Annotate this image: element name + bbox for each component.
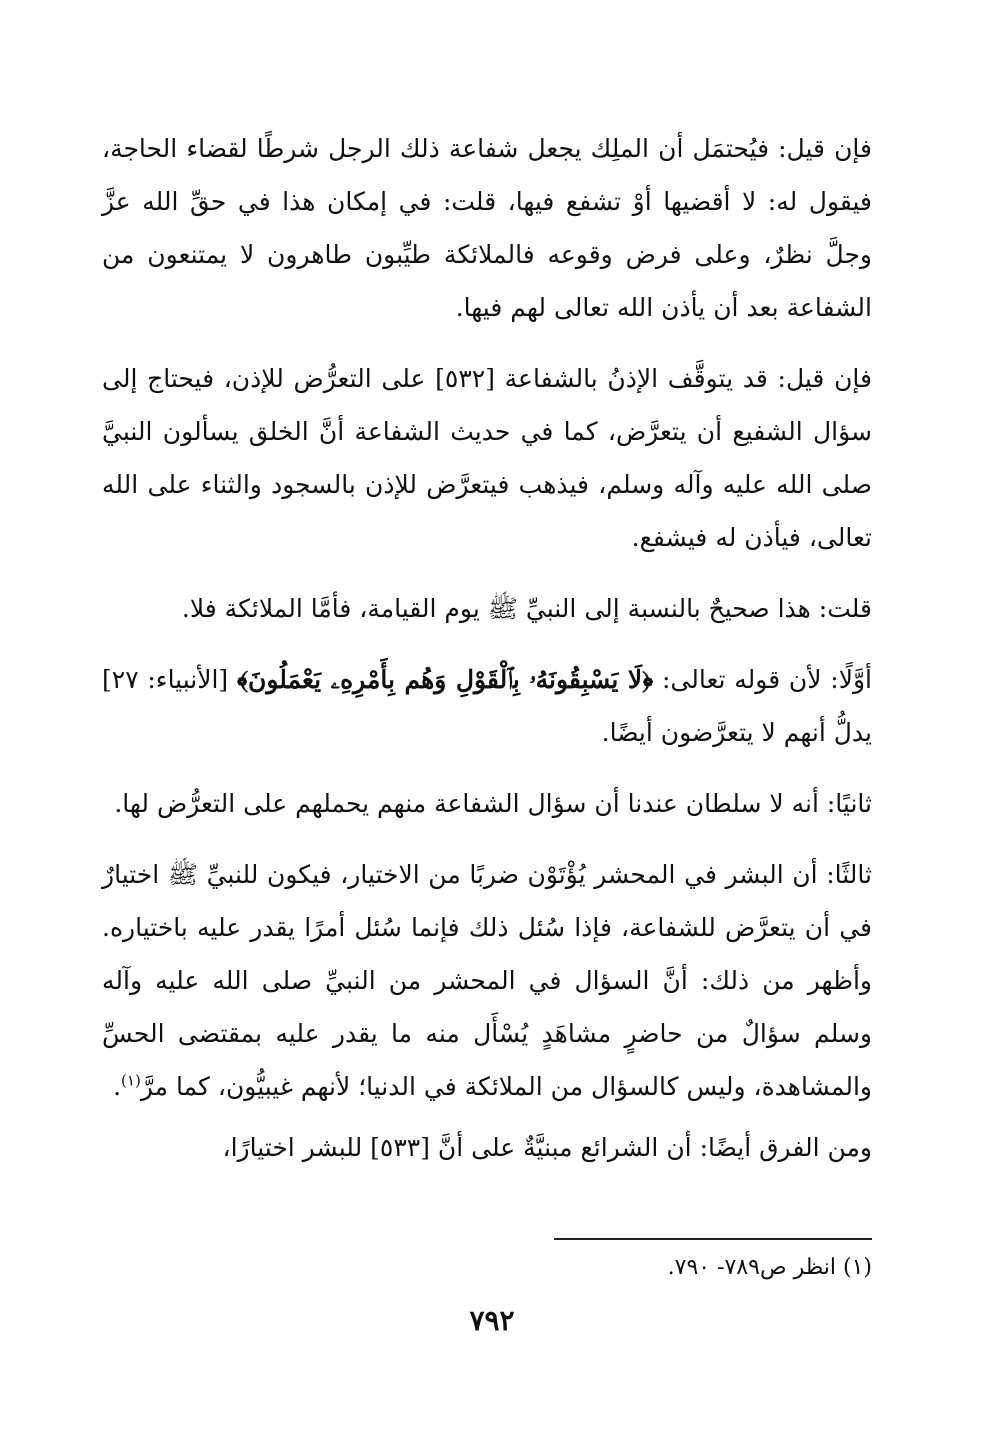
footnote-text: (١) انظر ص٧٨٩- ٧٩٠. <box>667 1255 872 1280</box>
paragraph-third-point <box>102 848 872 1113</box>
footnote-divider <box>554 1238 872 1240</box>
paragraph-second-point: ثانيًا: أنه لا سلطان عندنا أن سؤال الشفاعة منهم يحملهم على التعرُّض لها. <box>114 789 872 818</box>
paragraph-first-point <box>102 653 872 759</box>
quran-verse: ﴿لَا يَسْبِقُونَهُۥ بِٱلْقَوْلِ وَهُم بِأَمْرِهِۦ يَعْمَلُونَ﴾ <box>236 665 654 694</box>
third-point-text: ثالثًا: أن البشر في المحشر يُؤْتَوْن ضربًا من الاختيار، فيكون للنبيِّ ﷺ اختيارٌ في أن يتعرَّض للشفاعة، فإذا سُئل ذلك فإنما سُئل أمرًا يقدر عليه باختياره. وأظهر من ذلك: أنَّ السؤال في المحشر من النبيِّ صلى الله عليه وآله وسلم سؤالٌ من حاضرٍ مشاهَدٍ يُسْأَل منه ما يقدر عليه بمقتضى الحسِّ والمشاهدة، وليس كالسؤال من الملائكة في الدنيا؛ لأنهم غيبيُّون، كما مرَّ <box>102 860 872 1101</box>
third-point-end: . <box>113 1072 122 1101</box>
paragraph-objection-1: فإن قيل: فيُحتمَل أن الملِك يجعل شفاعة ذلك الرجل شرطًا لقضاء الحاجة، فيقول له: لا أقضيها أوْ تشفع فيها، قلت: في إمكان هذا في حقِّ الله عزَّ وجلَّ نظرٌ، وعلى فرض وقوعه فالملائكة طيِّبون طاهرون لا يمتنعون من الشفاعة بعد أن يأذن الله تعالى لهم فيها. <box>102 134 872 322</box>
footnote-marker[interactable]: (١) <box>121 1071 141 1090</box>
paragraph-reply: قلت: هذا صحيحٌ بالنسبة إلى النبيِّ ﷺ يوم القيامة، فأمَّا الملائكة فلا. <box>181 594 872 623</box>
page-number: ٧٩٢ <box>469 1304 515 1337</box>
paragraph-difference: ومن الفرق أيضًا: أن الشرائع مبنيَّةٌ على أنَّ [٥٣٣] للبشر اختيارًا، <box>222 1133 872 1162</box>
paragraph-objection-2: فإن قيل: قد يتوقَّف الإذنُ بالشفاعة [٥٣٢] على التعرُّض للإذن، فيحتاج إلى سؤال الشفيع أن يتعرَّض، كما في حديث الشفاعة أنَّ الخلق يسألون النبيَّ صلى الله عليه وآله وسلم، فيذهب فيتعرَّض للإذن بالسجود والثناء على الله تعالى، فيأذن له فيشفع. <box>102 364 872 552</box>
first-point-tail: [الأنبياء: ٢٧] يدلُّ أنهم لا يتعرَّضون أيضًا. <box>102 665 872 747</box>
first-point-lead: أوَّلًا: لأن قوله تعالى: <box>653 665 872 694</box>
main-text <box>102 122 872 1192</box>
